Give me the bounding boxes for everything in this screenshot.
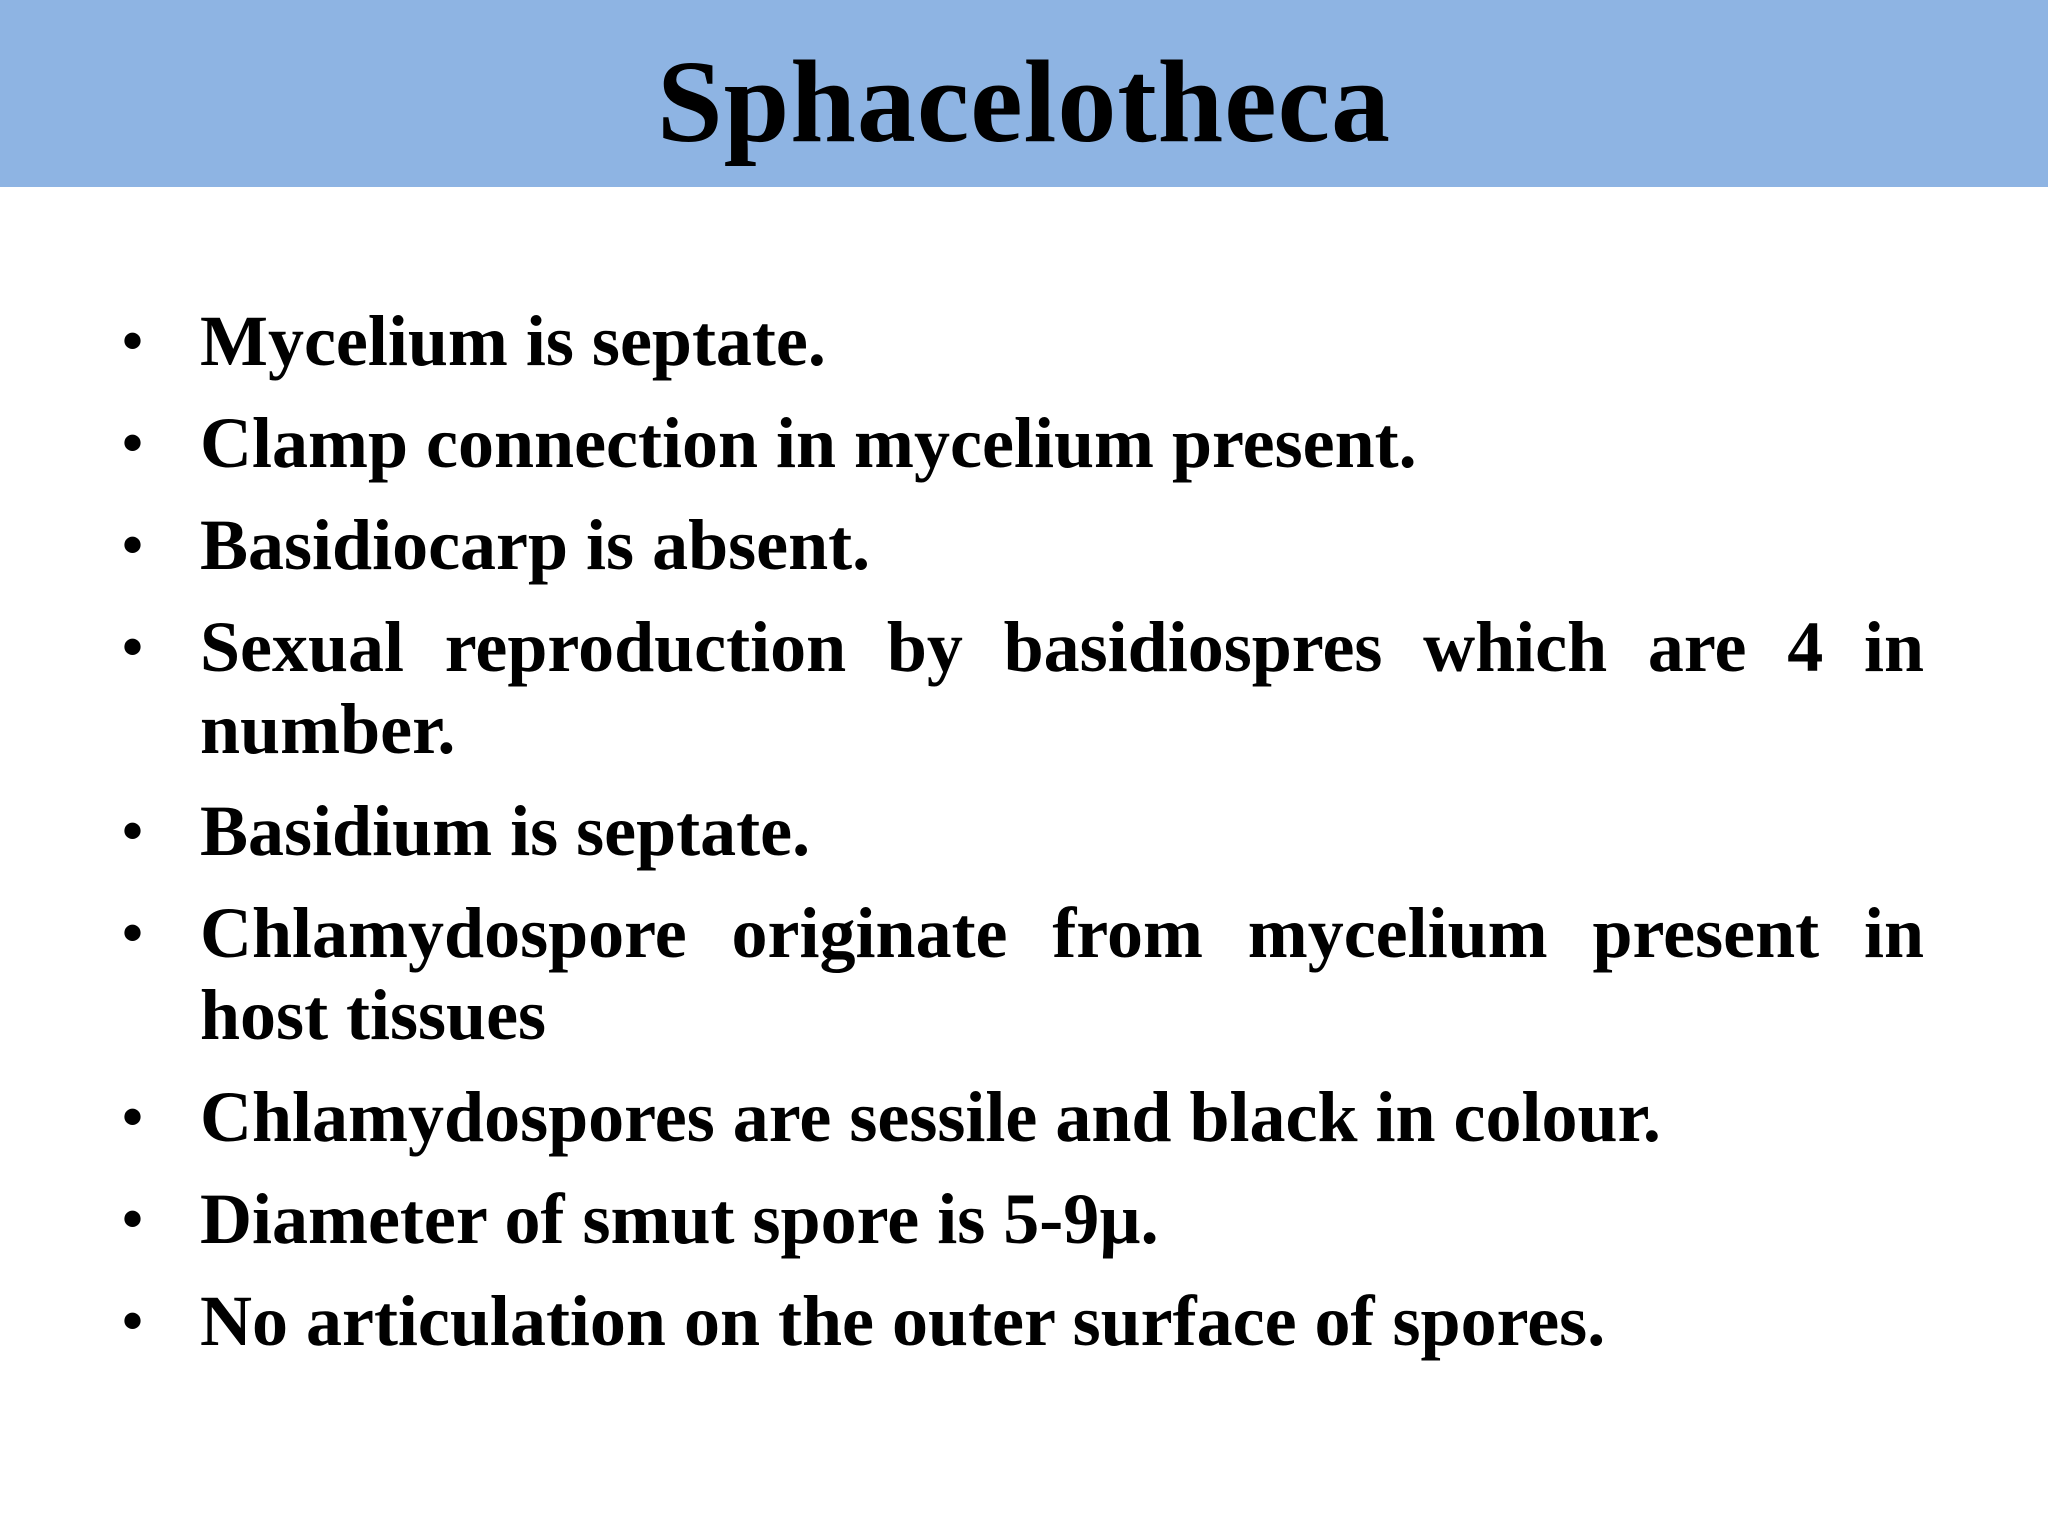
bullet-item: [122, 1280, 1924, 1362]
bullet-text: Sexual reproduction by basidiospres which are 4 in number.: [200, 607, 1924, 769]
bullet-item: [122, 606, 1924, 770]
bullet-text: Basidium is septate.: [200, 791, 811, 871]
bullet-item: [122, 790, 1924, 872]
bullet-marker: •: [122, 1084, 144, 1150]
slide-title: Sphacelotheca: [656, 35, 1392, 167]
bullet-marker: •: [122, 308, 144, 374]
bullet-marker: •: [122, 512, 144, 578]
bullet-marker: •: [122, 410, 144, 476]
title-band: [0, 0, 2048, 187]
bullet-text: Diameter of smut spore is 5-9µ.: [200, 1179, 1159, 1259]
bullet-text: Basidiocarp is absent.: [200, 505, 871, 585]
bullet-marker: •: [122, 798, 144, 864]
bullet-item: [122, 504, 1924, 586]
bullet-text: No articulation on the outer surface of spores.: [200, 1281, 1606, 1361]
bullet-item: [122, 402, 1924, 484]
bullet-list: [122, 300, 1924, 1382]
bullet-text: Chlamydospores are sessile and black in colour.: [200, 1077, 1661, 1157]
bullet-item: [122, 892, 1924, 1056]
bullet-item: [122, 1178, 1924, 1260]
bullet-text: Mycelium is septate.: [200, 301, 826, 381]
bullet-item: [122, 300, 1924, 382]
bullet-item: [122, 1076, 1924, 1158]
bullet-marker: •: [122, 900, 144, 966]
bullet-text: Clamp connection in mycelium present.: [200, 403, 1417, 483]
bullet-marker: •: [122, 614, 144, 680]
bullet-marker: •: [122, 1186, 144, 1252]
bullet-marker: •: [122, 1288, 144, 1354]
bullet-text: Chlamydospore originate from mycelium present in host tissues: [200, 893, 1924, 1055]
